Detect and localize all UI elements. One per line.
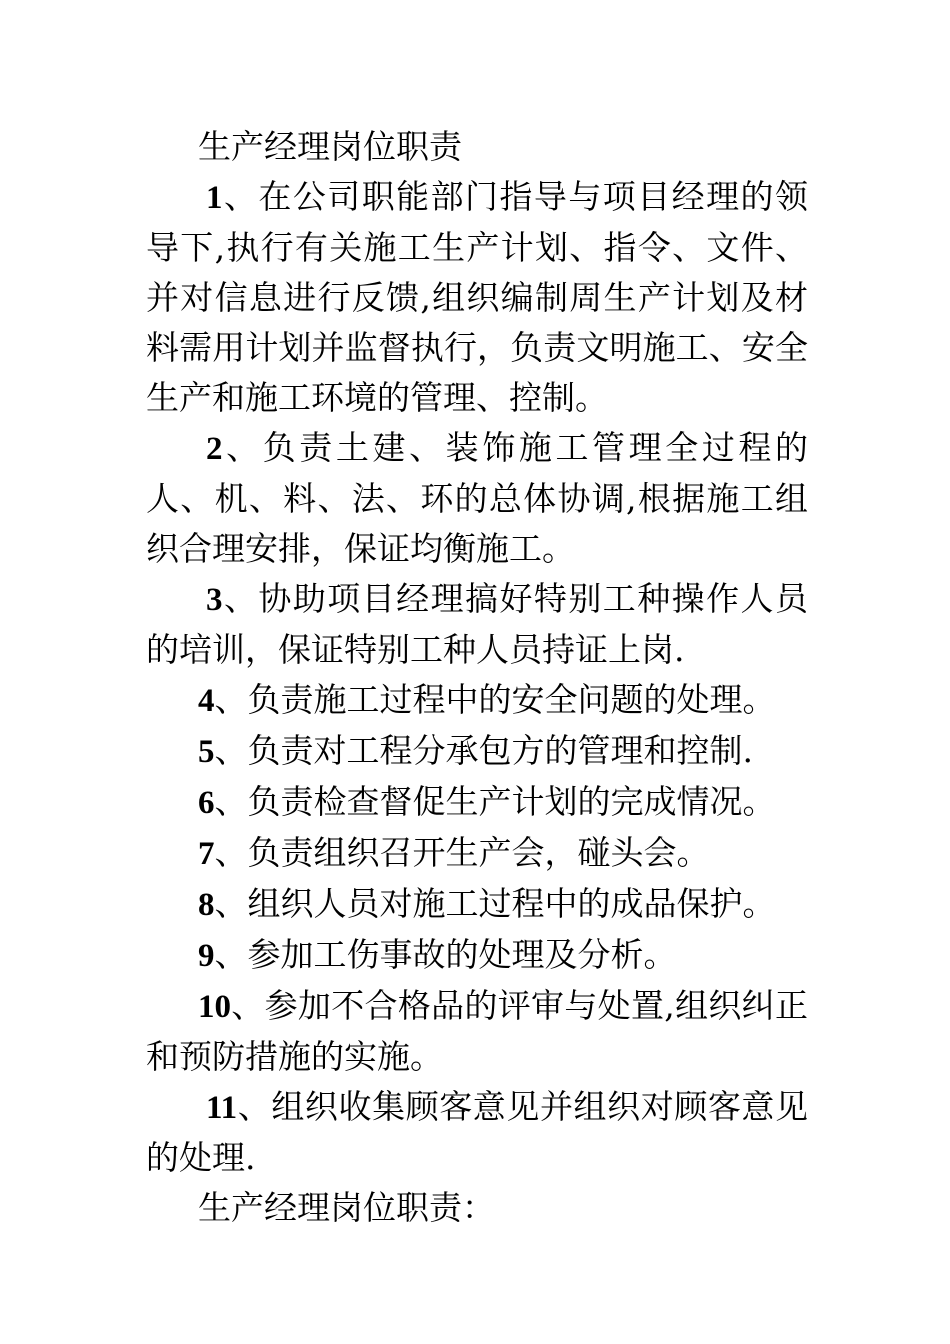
list-item <box>146 981 808 1082</box>
list-item <box>146 423 808 574</box>
item-number: 9 <box>198 938 215 974</box>
item-number: 2 <box>206 431 223 467</box>
item-number: 11 <box>206 1090 238 1126</box>
item-text: 、负责土建、装饰施工管理全过程的人、机、料、法、环的总体协调,根据施工组织合理安排，保证均衡施工。 <box>146 428 808 568</box>
item-text: 、负责组织召开生产会，碰头会。 <box>214 833 710 872</box>
document-title: 生产经理岗位职责 <box>198 127 462 166</box>
list-item <box>146 828 808 879</box>
item-number: 10 <box>198 989 231 1025</box>
list-item <box>146 726 808 777</box>
section-heading: 生产经理岗位职责： <box>198 1188 495 1227</box>
item-number: 7 <box>198 836 215 872</box>
item-text: 、参加工伤事故的处理及分析。 <box>214 935 677 974</box>
list-item <box>146 879 808 930</box>
list-item <box>146 930 808 981</box>
item-number: 6 <box>198 785 215 821</box>
list-item <box>146 777 808 828</box>
item-number: 1 <box>206 180 223 216</box>
item-text: 、负责检查督促生产计划的完成情况。 <box>214 782 776 821</box>
item-text: 、参加不合格品的评审与处置,组织纠正和预防措施的实施。 <box>146 986 808 1076</box>
item-text: 、组织收集顾客意见并组织对顾客意见的处理. <box>146 1087 808 1177</box>
list-item <box>146 1082 808 1183</box>
item-number: 5 <box>198 734 215 770</box>
item-text: 、负责施工过程中的安全问题的处理。 <box>214 680 776 719</box>
item-number: 8 <box>198 887 215 923</box>
item-text: 、协助项目经理搞好特别工种操作人员的培训，保证特别工种人员持证上岗. <box>146 579 808 669</box>
list-item <box>146 574 808 675</box>
list-item <box>146 172 808 423</box>
document-body <box>146 122 808 1233</box>
item-text: 、组织人员对施工过程中的成品保护。 <box>214 884 776 923</box>
item-number: 4 <box>198 683 215 719</box>
item-text: 、在公司职能部门指导与项目经理的领导下,执行有关施工生产计划、指令、文件、并对信息进行反馈,组织编制周生产计划及材料需用计划并监督执行，负责文明施工、安全生产和施工环境的管理、控制。 <box>146 177 808 417</box>
list-item <box>146 675 808 726</box>
item-text: 、负责对工程分承包方的管理和控制. <box>214 731 753 770</box>
item-number: 3 <box>206 582 223 618</box>
